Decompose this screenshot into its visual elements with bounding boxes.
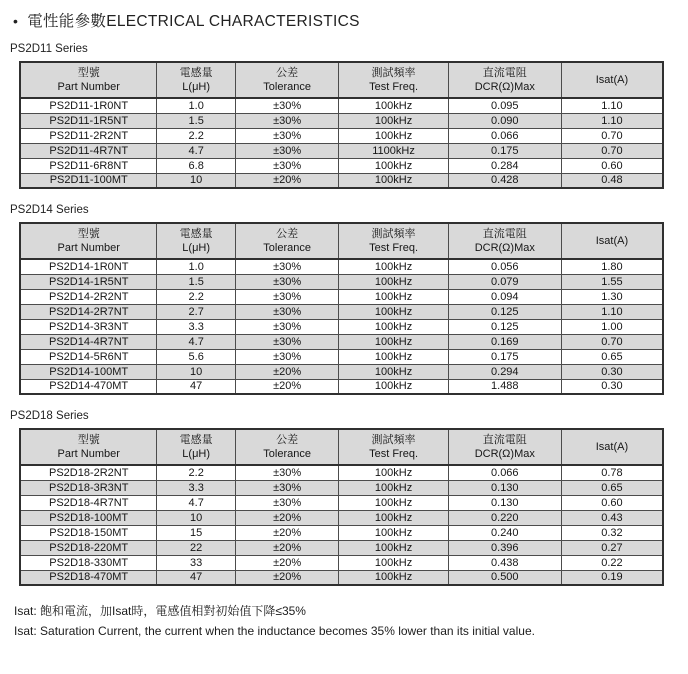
spec-table-ps2d14 xyxy=(19,222,664,395)
table-row xyxy=(20,349,663,364)
column-header-zh: 電感量 xyxy=(179,66,213,79)
table-cell: 1.55 xyxy=(561,274,663,289)
table-cell: 0.090 xyxy=(448,113,561,128)
column-header-en: L(μH) xyxy=(182,448,211,460)
table-cell: 100kHz xyxy=(339,465,448,480)
table-cell: 4.7 xyxy=(157,334,235,349)
column-header-en: Tolerance xyxy=(263,242,311,254)
table-cell: 4.7 xyxy=(157,143,235,158)
table-cell: 100kHz xyxy=(339,495,448,510)
table-cell: ±30% xyxy=(235,259,339,274)
column-header-en: Test Freq. xyxy=(369,242,418,254)
column-header xyxy=(448,62,561,98)
table-cell: ±30% xyxy=(235,304,339,319)
table-cell: PS2D18-220MT xyxy=(20,540,157,555)
table-cell: ±20% xyxy=(235,364,339,379)
table-row xyxy=(20,480,663,495)
table-cell: 47 xyxy=(157,570,235,585)
table-cell: 0.294 xyxy=(448,364,561,379)
table-cell: 100kHz xyxy=(339,525,448,540)
table-cell: 0.079 xyxy=(448,274,561,289)
table-cell: 3.3 xyxy=(157,319,235,334)
table-row xyxy=(20,334,663,349)
table-row xyxy=(20,143,663,158)
table-cell: 0.396 xyxy=(448,540,561,555)
table-row xyxy=(20,173,663,188)
series-label: PS2D18 Series xyxy=(10,410,89,422)
column-header-zh: 型號 xyxy=(77,66,100,79)
series-label: PS2D14 Series xyxy=(10,204,89,216)
table-row xyxy=(20,364,663,379)
header-row xyxy=(20,62,663,98)
table-cell: PS2D14-2R2NT xyxy=(20,289,157,304)
table-cell: ±30% xyxy=(235,143,339,158)
table-cell: 1.10 xyxy=(561,304,663,319)
header-row xyxy=(20,223,663,259)
table-cell: ±30% xyxy=(235,128,339,143)
table-row xyxy=(20,259,663,274)
column-header xyxy=(20,223,157,259)
table-cell: 1.10 xyxy=(561,113,663,128)
footnote-zh: Isat: 飽和電流，加Isat時，電感值相對初始值下降≤35% xyxy=(14,604,306,618)
table-cell: 100kHz xyxy=(339,570,448,585)
table-cell: 0.175 xyxy=(448,349,561,364)
table-cell: PS2D18-100MT xyxy=(20,510,157,525)
table-cell: ±30% xyxy=(235,98,339,113)
table-row xyxy=(20,158,663,173)
table-cell: 0.60 xyxy=(561,495,663,510)
table-cell: 2.2 xyxy=(157,128,235,143)
column-header-zh: 電感量 xyxy=(179,433,213,446)
column-header xyxy=(157,62,235,98)
table-row xyxy=(20,465,663,480)
column-header-zh: 電感量 xyxy=(179,227,213,240)
table-cell: 100kHz xyxy=(339,480,448,495)
column-header xyxy=(339,62,448,98)
table-cell: 15 xyxy=(157,525,235,540)
table-cell: 0.175 xyxy=(448,143,561,158)
table-cell: PS2D14-4R7NT xyxy=(20,334,157,349)
table-cell: 0.066 xyxy=(448,128,561,143)
table-cell: PS2D11-1R0NT xyxy=(20,98,157,113)
table-cell: 6.8 xyxy=(157,158,235,173)
column-header-zh: 測試頻率 xyxy=(371,433,416,446)
column-header-zh: 直流電阻 xyxy=(482,66,527,79)
table-row xyxy=(20,304,663,319)
table-cell: 100kHz xyxy=(339,98,448,113)
column-header: Isat(A) xyxy=(561,223,663,259)
table-cell: ±20% xyxy=(235,570,339,585)
table-cell: PS2D18-330MT xyxy=(20,555,157,570)
column-header-en: Test Freq. xyxy=(369,448,418,460)
table-row xyxy=(20,495,663,510)
table-cell: PS2D14-5R6NT xyxy=(20,349,157,364)
table-cell: 0.48 xyxy=(561,173,663,188)
spec-table-ps2d18 xyxy=(19,428,664,586)
table-cell: 100kHz xyxy=(339,540,448,555)
table-cell: 0.30 xyxy=(561,379,663,394)
column-header-en: Tolerance xyxy=(263,448,311,460)
table-cell: 0.169 xyxy=(448,334,561,349)
page-title-text: 電性能參數ELECTRICAL CHARACTERISTICS xyxy=(27,13,360,30)
column-header-en: Part Number xyxy=(57,448,120,460)
table-cell: PS2D11-2R2NT xyxy=(20,128,157,143)
table-row xyxy=(20,510,663,525)
table-cell: ±30% xyxy=(235,319,339,334)
table-cell: ±30% xyxy=(235,465,339,480)
table-cell: 1.00 xyxy=(561,319,663,334)
column-header xyxy=(235,429,339,465)
table-cell: 2.2 xyxy=(157,289,235,304)
column-header xyxy=(157,223,235,259)
table-cell: PS2D11-6R8NT xyxy=(20,158,157,173)
table-cell: PS2D18-150MT xyxy=(20,525,157,540)
table-row xyxy=(20,113,663,128)
table-cell: 0.428 xyxy=(448,173,561,188)
table-cell: 0.094 xyxy=(448,289,561,304)
table-cell: 100kHz xyxy=(339,259,448,274)
table-cell: 0.19 xyxy=(561,570,663,585)
column-header xyxy=(20,62,157,98)
table-cell: 10 xyxy=(157,510,235,525)
table-cell: 0.130 xyxy=(448,495,561,510)
table-cell: 100kHz xyxy=(339,349,448,364)
table-cell: 0.125 xyxy=(448,304,561,319)
table-cell: 0.32 xyxy=(561,525,663,540)
column-header-zh: 公差 xyxy=(276,433,299,446)
table-cell: 1100kHz xyxy=(339,143,448,158)
table-cell: 0.60 xyxy=(561,158,663,173)
table-cell: 0.78 xyxy=(561,465,663,480)
table-cell: 0.438 xyxy=(448,555,561,570)
table-cell: 0.130 xyxy=(448,480,561,495)
footnote-en: Isat: Saturation Current, the current when the inductance becomes 35% lower than its initial value. xyxy=(14,624,535,639)
table-cell: 0.43 xyxy=(561,510,663,525)
series-section-ps2d18 xyxy=(0,410,688,586)
table-cell: 100kHz xyxy=(339,364,448,379)
table-cell: ±20% xyxy=(235,540,339,555)
table-cell: 1.5 xyxy=(157,274,235,289)
table-cell: PS2D18-3R3NT xyxy=(20,480,157,495)
table-cell: PS2D14-470MT xyxy=(20,379,157,394)
spec-table-ps2d11 xyxy=(19,61,664,189)
table-cell: 10 xyxy=(157,173,235,188)
column-header-en: L(μH) xyxy=(182,242,211,254)
table-cell: 0.70 xyxy=(561,143,663,158)
table-cell: ±30% xyxy=(235,349,339,364)
table-row xyxy=(20,379,663,394)
column-header-zh: 測試頻率 xyxy=(371,227,416,240)
header-row xyxy=(20,429,663,465)
column-header xyxy=(235,62,339,98)
column-header-zh: 測試頻率 xyxy=(371,66,416,79)
column-header xyxy=(235,223,339,259)
table-cell: 100kHz xyxy=(339,128,448,143)
table-cell: 0.30 xyxy=(561,364,663,379)
column-header-zh: 直流電阻 xyxy=(482,433,527,446)
footnotes xyxy=(14,601,688,642)
table-cell: 100kHz xyxy=(339,173,448,188)
table-cell: PS2D11-1R5NT xyxy=(20,113,157,128)
table-cell: 0.066 xyxy=(448,465,561,480)
table-row xyxy=(20,98,663,113)
table-cell: 100kHz xyxy=(339,304,448,319)
column-header-en: DCR(Ω)Max xyxy=(474,81,535,93)
table-cell: 2.2 xyxy=(157,465,235,480)
table-row xyxy=(20,555,663,570)
table-cell: 100kHz xyxy=(339,319,448,334)
table-cell: PS2D18-470MT xyxy=(20,570,157,585)
column-header xyxy=(339,223,448,259)
table-cell: 100kHz xyxy=(339,334,448,349)
column-header xyxy=(339,429,448,465)
table-cell: ±30% xyxy=(235,274,339,289)
table-row xyxy=(20,525,663,540)
table-cell: 100kHz xyxy=(339,379,448,394)
table-cell: 1.0 xyxy=(157,98,235,113)
table-cell: 1.0 xyxy=(157,259,235,274)
table-cell: 1.488 xyxy=(448,379,561,394)
column-header xyxy=(448,223,561,259)
series-section-ps2d11 xyxy=(0,43,688,189)
column-header-en: Part Number xyxy=(57,242,120,254)
table-cell: 100kHz xyxy=(339,510,448,525)
column-header: Isat(A) xyxy=(561,429,663,465)
table-cell: 1.80 xyxy=(561,259,663,274)
table-cell: 0.125 xyxy=(448,319,561,334)
page-title xyxy=(13,9,688,31)
bullet-icon: • xyxy=(13,13,19,29)
table-row xyxy=(20,540,663,555)
table-cell: PS2D14-1R0NT xyxy=(20,259,157,274)
table-cell: 10 xyxy=(157,364,235,379)
table-cell: 47 xyxy=(157,379,235,394)
table-cell: 100kHz xyxy=(339,289,448,304)
table-cell: 0.095 xyxy=(448,98,561,113)
table-cell: 3.3 xyxy=(157,480,235,495)
table-cell: 2.7 xyxy=(157,304,235,319)
table-cell: 0.056 xyxy=(448,259,561,274)
table-cell: 0.240 xyxy=(448,525,561,540)
table-cell: ±20% xyxy=(235,379,339,394)
column-header xyxy=(157,429,235,465)
table-cell: 0.284 xyxy=(448,158,561,173)
table-cell: ±20% xyxy=(235,525,339,540)
table-cell: ±30% xyxy=(235,113,339,128)
table-cell: PS2D14-3R3NT xyxy=(20,319,157,334)
column-header-en: Test Freq. xyxy=(369,81,418,93)
column-header-zh: 直流電阻 xyxy=(482,227,527,240)
table-cell: 0.500 xyxy=(448,570,561,585)
table-cell: 0.220 xyxy=(448,510,561,525)
table-cell: ±20% xyxy=(235,510,339,525)
table-cell: PS2D18-2R2NT xyxy=(20,465,157,480)
series-section-ps2d14 xyxy=(0,204,688,395)
table-cell: PS2D14-100MT xyxy=(20,364,157,379)
table-cell: PS2D14-2R7NT xyxy=(20,304,157,319)
column-header-en: DCR(Ω)Max xyxy=(474,448,535,460)
table-cell: ±30% xyxy=(235,495,339,510)
table-row xyxy=(20,289,663,304)
table-cell: 0.65 xyxy=(561,480,663,495)
column-header-zh: 公差 xyxy=(276,66,299,79)
table-row xyxy=(20,319,663,334)
table-cell: ±20% xyxy=(235,173,339,188)
table-cell: 100kHz xyxy=(339,274,448,289)
table-cell: 5.6 xyxy=(157,349,235,364)
table-cell: 0.27 xyxy=(561,540,663,555)
table-cell: 100kHz xyxy=(339,555,448,570)
table-cell: 0.22 xyxy=(561,555,663,570)
table-cell: PS2D14-1R5NT xyxy=(20,274,157,289)
table-cell: 1.30 xyxy=(561,289,663,304)
table-cell: 0.70 xyxy=(561,334,663,349)
table-row xyxy=(20,128,663,143)
table-cell: 1.10 xyxy=(561,98,663,113)
column-header-en: Part Number xyxy=(57,81,120,93)
column-header-en: L(μH) xyxy=(182,81,211,93)
column-header-zh: 公差 xyxy=(276,227,299,240)
table-cell: 0.65 xyxy=(561,349,663,364)
table-cell: ±30% xyxy=(235,289,339,304)
table-cell: ±20% xyxy=(235,555,339,570)
column-header: Isat(A) xyxy=(561,62,663,98)
column-header-zh: 型號 xyxy=(77,227,100,240)
table-cell: 33 xyxy=(157,555,235,570)
table-cell: PS2D11-100MT xyxy=(20,173,157,188)
table-cell: PS2D18-4R7NT xyxy=(20,495,157,510)
series-label: PS2D11 Series xyxy=(10,43,88,55)
table-cell: PS2D11-4R7NT xyxy=(20,143,157,158)
table-cell: 1.5 xyxy=(157,113,235,128)
column-header xyxy=(20,429,157,465)
table-row xyxy=(20,570,663,585)
table-cell: 4.7 xyxy=(157,495,235,510)
column-header-en: Tolerance xyxy=(263,81,311,93)
table-cell: ±30% xyxy=(235,334,339,349)
table-cell: 22 xyxy=(157,540,235,555)
column-header xyxy=(448,429,561,465)
column-header-en: DCR(Ω)Max xyxy=(474,242,535,254)
table-row xyxy=(20,274,663,289)
table-cell: 0.70 xyxy=(561,128,663,143)
table-cell: ±30% xyxy=(235,480,339,495)
table-cell: 100kHz xyxy=(339,158,448,173)
table-cell: ±30% xyxy=(235,158,339,173)
column-header-zh: 型號 xyxy=(77,433,100,446)
table-cell: 100kHz xyxy=(339,113,448,128)
